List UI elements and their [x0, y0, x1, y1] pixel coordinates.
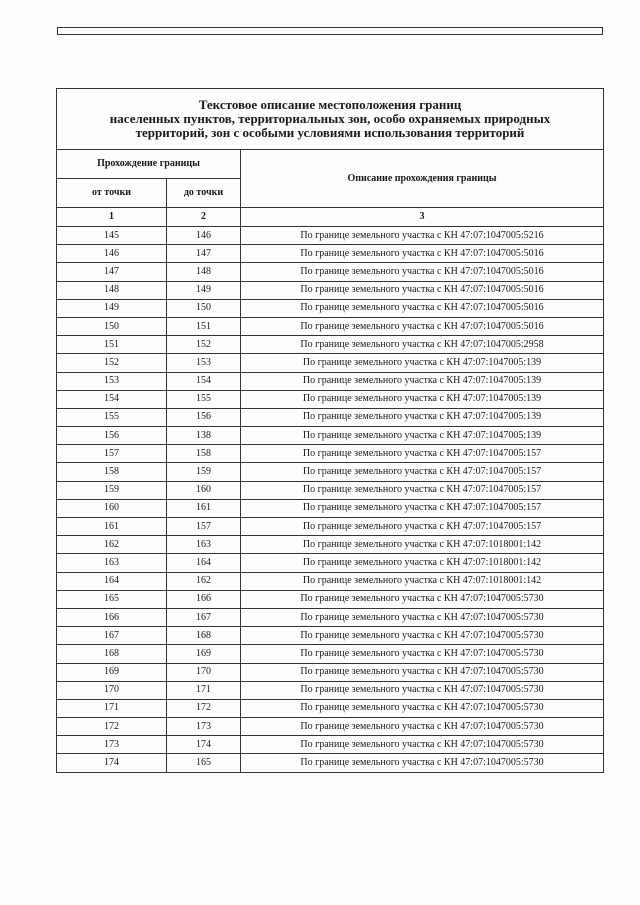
- table-row: [57, 627, 604, 645]
- to-point-cell: 170: [167, 663, 241, 681]
- from-point-cell: 148: [57, 281, 167, 299]
- table-row: [57, 299, 604, 317]
- column-number-2: 2: [167, 208, 241, 227]
- from-point-cell: 146: [57, 245, 167, 263]
- to-point-cell: 157: [167, 518, 241, 536]
- table-row: [57, 463, 604, 481]
- description-cell: По границе земельного участка с КН 47:07:1047005:139: [241, 390, 604, 408]
- table-row: [57, 427, 604, 445]
- from-point-cell: 156: [57, 427, 167, 445]
- table-row: [57, 317, 604, 335]
- to-point-cell: 146: [167, 227, 241, 245]
- table-row: [57, 408, 604, 426]
- to-point-cell: 150: [167, 299, 241, 317]
- table-row: [57, 590, 604, 608]
- description-cell: По границе земельного участка с КН 47:07:1047005:157: [241, 445, 604, 463]
- from-point-cell: 168: [57, 645, 167, 663]
- description-cell: По границе земельного участка с КН 47:07:1047005:5730: [241, 590, 604, 608]
- table-row: [57, 372, 604, 390]
- description-cell: По границе земельного участка с КН 47:07:1047005:5016: [241, 317, 604, 335]
- description-cell: По границе земельного участка с КН 47:07:1047005:5730: [241, 627, 604, 645]
- from-point-header: от точки: [57, 179, 167, 208]
- from-point-cell: 157: [57, 445, 167, 463]
- to-point-cell: 147: [167, 245, 241, 263]
- from-point-cell: 152: [57, 354, 167, 372]
- description-cell: По границе земельного участка с КН 47:07:1047005:5016: [241, 281, 604, 299]
- from-point-cell: 165: [57, 590, 167, 608]
- to-point-cell: 158: [167, 445, 241, 463]
- from-point-cell: 174: [57, 754, 167, 772]
- table-body: [57, 227, 604, 773]
- description-cell: По границе земельного участка с КН 47:07:1047005:5216: [241, 227, 604, 245]
- description-cell: По границе земельного участка с КН 47:07:1047005:5730: [241, 608, 604, 626]
- description-cell: По границе земельного участка с КН 47:07:1047005:5016: [241, 263, 604, 281]
- to-point-cell: 167: [167, 608, 241, 626]
- description-cell: По границе земельного участка с КН 47:07:1047005:5016: [241, 299, 604, 317]
- table-row: [57, 245, 604, 263]
- description-header: Описание прохождения границы: [241, 150, 604, 208]
- to-point-cell: 138: [167, 427, 241, 445]
- from-point-cell: 151: [57, 336, 167, 354]
- from-point-cell: 171: [57, 699, 167, 717]
- to-point-cell: 152: [167, 336, 241, 354]
- from-point-cell: 160: [57, 499, 167, 517]
- to-point-cell: 155: [167, 390, 241, 408]
- description-cell: По границе земельного участка с КН 47:07:1047005:5016: [241, 245, 604, 263]
- description-cell: По границе земельного участка с КН 47:07:1047005:5730: [241, 681, 604, 699]
- to-point-cell: 161: [167, 499, 241, 517]
- description-cell: По границе земельного участка с КН 47:07:1047005:157: [241, 463, 604, 481]
- description-cell: По границе земельного участка с КН 47:07:1047005:5730: [241, 754, 604, 772]
- to-point-cell: 148: [167, 263, 241, 281]
- to-point-cell: 163: [167, 536, 241, 554]
- table-row: [57, 536, 604, 554]
- to-point-cell: 174: [167, 736, 241, 754]
- table-row: [57, 718, 604, 736]
- table-row: [57, 554, 604, 572]
- table-row: [57, 481, 604, 499]
- to-point-cell: 153: [167, 354, 241, 372]
- table-row: [57, 645, 604, 663]
- table-row: [57, 518, 604, 536]
- to-point-cell: 169: [167, 645, 241, 663]
- to-point-cell: 171: [167, 681, 241, 699]
- to-point-cell: 166: [167, 590, 241, 608]
- description-cell: По границе земельного участка с КН 47:07:1047005:5730: [241, 645, 604, 663]
- from-point-cell: 147: [57, 263, 167, 281]
- from-point-cell: 167: [57, 627, 167, 645]
- table-row: [57, 572, 604, 590]
- description-cell: По границе земельного участка с КН 47:07:1047005:139: [241, 408, 604, 426]
- from-point-cell: 145: [57, 227, 167, 245]
- table-row: [57, 281, 604, 299]
- from-point-cell: 161: [57, 518, 167, 536]
- table-row: [57, 699, 604, 717]
- from-point-cell: 149: [57, 299, 167, 317]
- table-row: [57, 754, 604, 772]
- table-row: [57, 263, 604, 281]
- to-point-cell: 164: [167, 554, 241, 572]
- from-point-cell: 158: [57, 463, 167, 481]
- table-row: [57, 445, 604, 463]
- table-row: [57, 336, 604, 354]
- from-point-cell: 164: [57, 572, 167, 590]
- description-cell: По границе земельного участка с КН 47:07:1047005:5730: [241, 699, 604, 717]
- table-row: [57, 227, 604, 245]
- from-point-cell: 166: [57, 608, 167, 626]
- description-cell: По границе земельного участка с КН 47:07:1047005:157: [241, 481, 604, 499]
- description-cell: По границе земельного участка с КН 47:07:1047005:139: [241, 427, 604, 445]
- to-point-cell: 151: [167, 317, 241, 335]
- description-cell: По границе земельного участка с КН 47:07:1018001:142: [241, 536, 604, 554]
- to-point-cell: 172: [167, 699, 241, 717]
- header-frame: [57, 27, 603, 35]
- table-row: [57, 663, 604, 681]
- passage-header: Прохождение границы: [57, 150, 241, 179]
- table-row: [57, 736, 604, 754]
- title-line-1: Текстовое описание местоположения границ: [198, 97, 462, 112]
- from-point-cell: 150: [57, 317, 167, 335]
- from-point-cell: 153: [57, 372, 167, 390]
- to-point-cell: 173: [167, 718, 241, 736]
- from-point-cell: 162: [57, 536, 167, 554]
- from-point-cell: 159: [57, 481, 167, 499]
- table-row: [57, 499, 604, 517]
- description-cell: По границе земельного участка с КН 47:07:1047005:5730: [241, 663, 604, 681]
- column-number-1: 1: [57, 208, 167, 227]
- to-point-cell: 168: [167, 627, 241, 645]
- title-line-3: территорий, зон с особыми условиями использования территорий: [135, 125, 525, 140]
- from-point-cell: 163: [57, 554, 167, 572]
- from-point-cell: 172: [57, 718, 167, 736]
- table-row: [57, 354, 604, 372]
- description-cell: По границе земельного участка с КН 47:07:1018001:142: [241, 554, 604, 572]
- description-cell: По границе земельного участка с КН 47:07:1047005:139: [241, 372, 604, 390]
- boundary-description-table: [56, 88, 604, 773]
- from-point-cell: 154: [57, 390, 167, 408]
- from-point-cell: 155: [57, 408, 167, 426]
- description-cell: По границе земельного участка с КН 47:07:1047005:5730: [241, 736, 604, 754]
- column-number-3: 3: [241, 208, 604, 227]
- table-row: [57, 608, 604, 626]
- to-point-cell: 165: [167, 754, 241, 772]
- from-point-cell: 169: [57, 663, 167, 681]
- to-point-cell: 160: [167, 481, 241, 499]
- table-row: [57, 390, 604, 408]
- to-point-cell: 154: [167, 372, 241, 390]
- table-title: [57, 89, 604, 150]
- to-point-cell: 156: [167, 408, 241, 426]
- title-line-2: населенных пунктов, территориальных зон, особо охраняемых природных: [109, 111, 551, 126]
- to-point-cell: 159: [167, 463, 241, 481]
- to-point-header: до точки: [167, 179, 241, 208]
- description-cell: По границе земельного участка с КН 47:07:1047005:157: [241, 499, 604, 517]
- description-cell: По границе земельного участка с КН 47:07:1018001:142: [241, 572, 604, 590]
- table-row: [57, 681, 604, 699]
- to-point-cell: 149: [167, 281, 241, 299]
- description-cell: По границе земельного участка с КН 47:07:1047005:2958: [241, 336, 604, 354]
- to-point-cell: 162: [167, 572, 241, 590]
- description-cell: По границе земельного участка с КН 47:07:1047005:139: [241, 354, 604, 372]
- from-point-cell: 170: [57, 681, 167, 699]
- description-cell: По границе земельного участка с КН 47:07:1047005:157: [241, 518, 604, 536]
- from-point-cell: 173: [57, 736, 167, 754]
- description-cell: По границе земельного участка с КН 47:07:1047005:5730: [241, 718, 604, 736]
